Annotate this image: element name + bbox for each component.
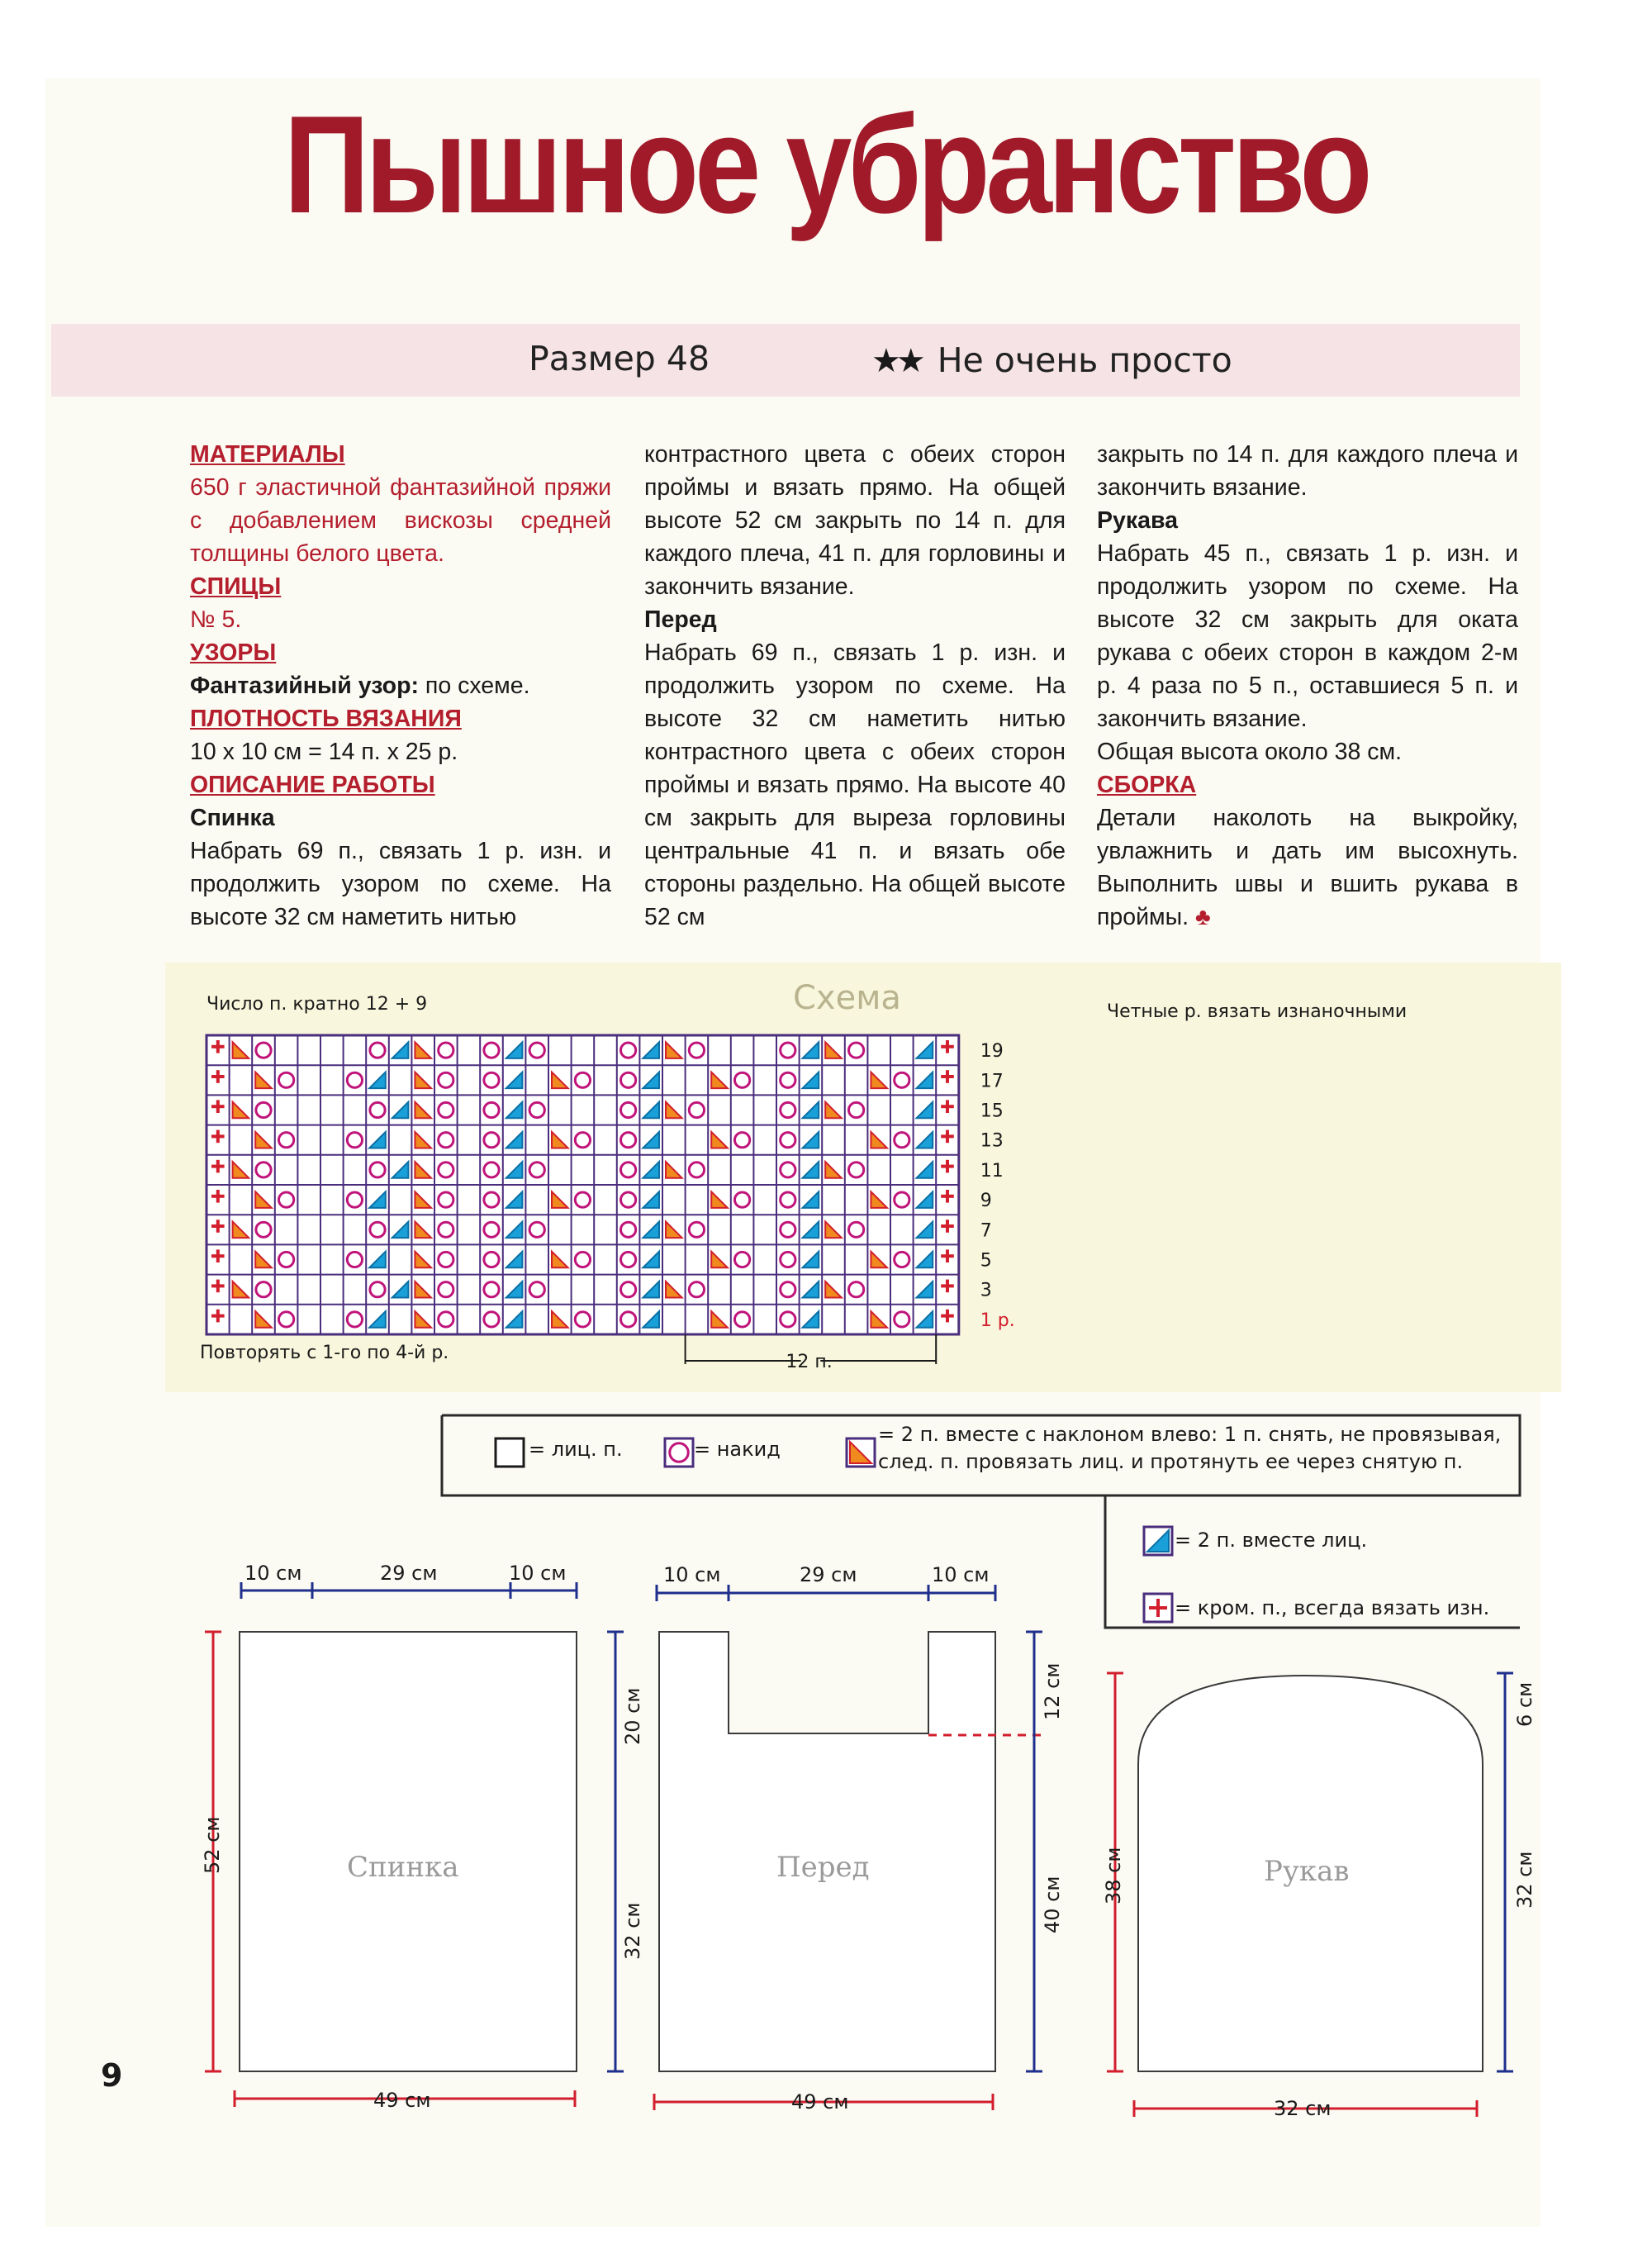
row-label: 17	[980, 1071, 1004, 1092]
page-title: Пышное убранство	[283, 87, 1369, 242]
front-bottom-dim: 49 см	[791, 2090, 849, 2113]
row-label: 1 р.	[980, 1310, 1015, 1331]
sleeve-heading: Рукава	[1097, 507, 1178, 534]
front-text: Набрать 69 п., связать 1 р. изн. и продолжить узором по схеме. На высоте 32 см наметить нитью контрастного цвета с обеих сторон проймы и вязать прямо. На высоте 40 см закрыть для выреза горловины центральные 41 п. и вязать обе стороны раздельно. На общей высоте 52 см	[644, 640, 1066, 930]
pattern-text: по схеме.	[418, 673, 530, 699]
front-right-bottom-dim: 40 см	[1041, 1876, 1064, 1933]
density-text: 10 х 10 см = 14 п. х 25 р.	[190, 739, 458, 765]
row-label: 9	[980, 1191, 992, 1212]
needles-text: № 5.	[190, 606, 242, 633]
back-top-right-dim: 10 см	[509, 1562, 567, 1585]
back-heading: Спинка	[190, 805, 275, 831]
row-label: 7	[980, 1220, 992, 1242]
work-heading: ОПИСАНИЕ РАБОТЫ	[190, 772, 435, 798]
legend-left-dec-text: = 2 п. вместе с наклоном влево: 1 п. снять, не провязывая, след. п. провязать лиц. и протянуть ее через снятую п.	[878, 1423, 1502, 1473]
front-top-mid-dim: 29 см	[800, 1563, 857, 1586]
back-piece-label: Спинка	[347, 1851, 459, 1884]
back-text: Набрать 69 п., связать 1 р. изн. и продолжить узором по схеме. На высоте 32 см наметить нитью	[190, 838, 611, 930]
multiple-note: Число п. кратно 12 + 9	[206, 994, 428, 1015]
materials-heading: МАТЕРИАЛЫ	[190, 441, 345, 468]
repeat-note: Повторять с 1-го по 4-й р.	[200, 1343, 449, 1363]
sleeve-bottom-dim: 32 см	[1274, 2097, 1332, 2120]
chart-title: Схема	[793, 979, 901, 1017]
total-height-text: Общая высота около 38 см.	[1097, 739, 1403, 765]
front-heading: Перед	[644, 606, 717, 633]
assembly-heading: СБОРКА	[1097, 772, 1197, 798]
front-top-left-dim: 10 см	[663, 1563, 721, 1586]
legend-right-dec-text: = 2 п. вместе лиц.	[1175, 1529, 1368, 1552]
difficulty-stars-icon: ★★	[871, 342, 921, 380]
legend-knit-text: = лиц. п.	[529, 1438, 623, 1461]
size-label: Размер 48	[529, 339, 710, 378]
pattern-label: Фантазийный узор:	[190, 673, 419, 699]
front-left-bottom-dim: 32 см	[621, 1902, 644, 1960]
legend-yo-text: = накид	[694, 1438, 781, 1461]
back-height-dim: 52 см	[201, 1816, 224, 1874]
row-label: 11	[980, 1160, 1004, 1182]
page-number: 9	[101, 2057, 123, 2094]
even-rows-note: Четные р. вязать изнаночными	[1107, 1001, 1408, 1022]
density-heading: ПЛОТНОСТЬ ВЯЗАНИЯ	[190, 706, 462, 732]
schematics	[205, 1582, 1513, 2117]
back-top-mid-dim: 29 см	[380, 1562, 438, 1585]
row-label: 13	[980, 1130, 1004, 1152]
back-top-left-dim: 10 см	[244, 1562, 302, 1585]
front-top-right-dim: 10 см	[932, 1563, 990, 1586]
front-left-top-dim: 20 см	[621, 1687, 644, 1745]
legend-edge-text: = кром. п., всегда вязать изн.	[1175, 1596, 1490, 1619]
sleeve-piece-label: Рукав	[1264, 1855, 1350, 1888]
front-piece-label: Перед	[776, 1851, 870, 1884]
assembly-body: Детали наколоть на выкройку, увлажнить и дать им высохнуть. Выполнить швы и вшить рукава в проймы.	[1097, 805, 1518, 930]
sleeve-left-dim: 38 см	[1102, 1847, 1125, 1904]
sleeve-right-top-dim: 6 см	[1513, 1681, 1536, 1727]
row-label: 5	[980, 1250, 992, 1272]
difficulty-text: Не очень просто	[937, 340, 1232, 380]
materials-text: 650 г эластичной фантазийной пряжи с добавлением вискозы средней толщины белого цвета.	[190, 474, 611, 567]
back-bottom-dim: 49 см	[373, 2089, 431, 2112]
row-label: 15	[980, 1101, 1004, 1122]
sleeve-right-bottom-dim: 32 см	[1513, 1851, 1536, 1909]
sleeve-text: Набрать 45 п., связать 1 р. изн. и продолжить узором по схеме. На высоте 32 см закрыть для оката рукава с обеих сторон в каждом 2-м р. 4 раза по 5 п., оставшиеся 5 п. и закончить вязание.	[1097, 540, 1518, 732]
needles-heading: СПИЦЫ	[190, 573, 282, 600]
patterns-heading: УЗОРЫ	[190, 640, 277, 666]
club-icon: ♣	[1194, 904, 1211, 930]
repeat-width-label: 12 п.	[786, 1352, 833, 1372]
back-text-continued: контрастного цвета с обеих сторон проймы и вязать прямо. На общей высоте 52 см закрыть по 14 п. для каждого плеча, 41 п. для горловины и закончить вязание.	[644, 441, 1066, 600]
front-right-top-dim: 12 см	[1041, 1662, 1064, 1720]
front-text-continued: закрыть по 14 п. для каждого плеча и закончить вязание.	[1097, 441, 1518, 501]
row-label: 3	[980, 1280, 992, 1301]
row-label: 19	[980, 1041, 1004, 1063]
